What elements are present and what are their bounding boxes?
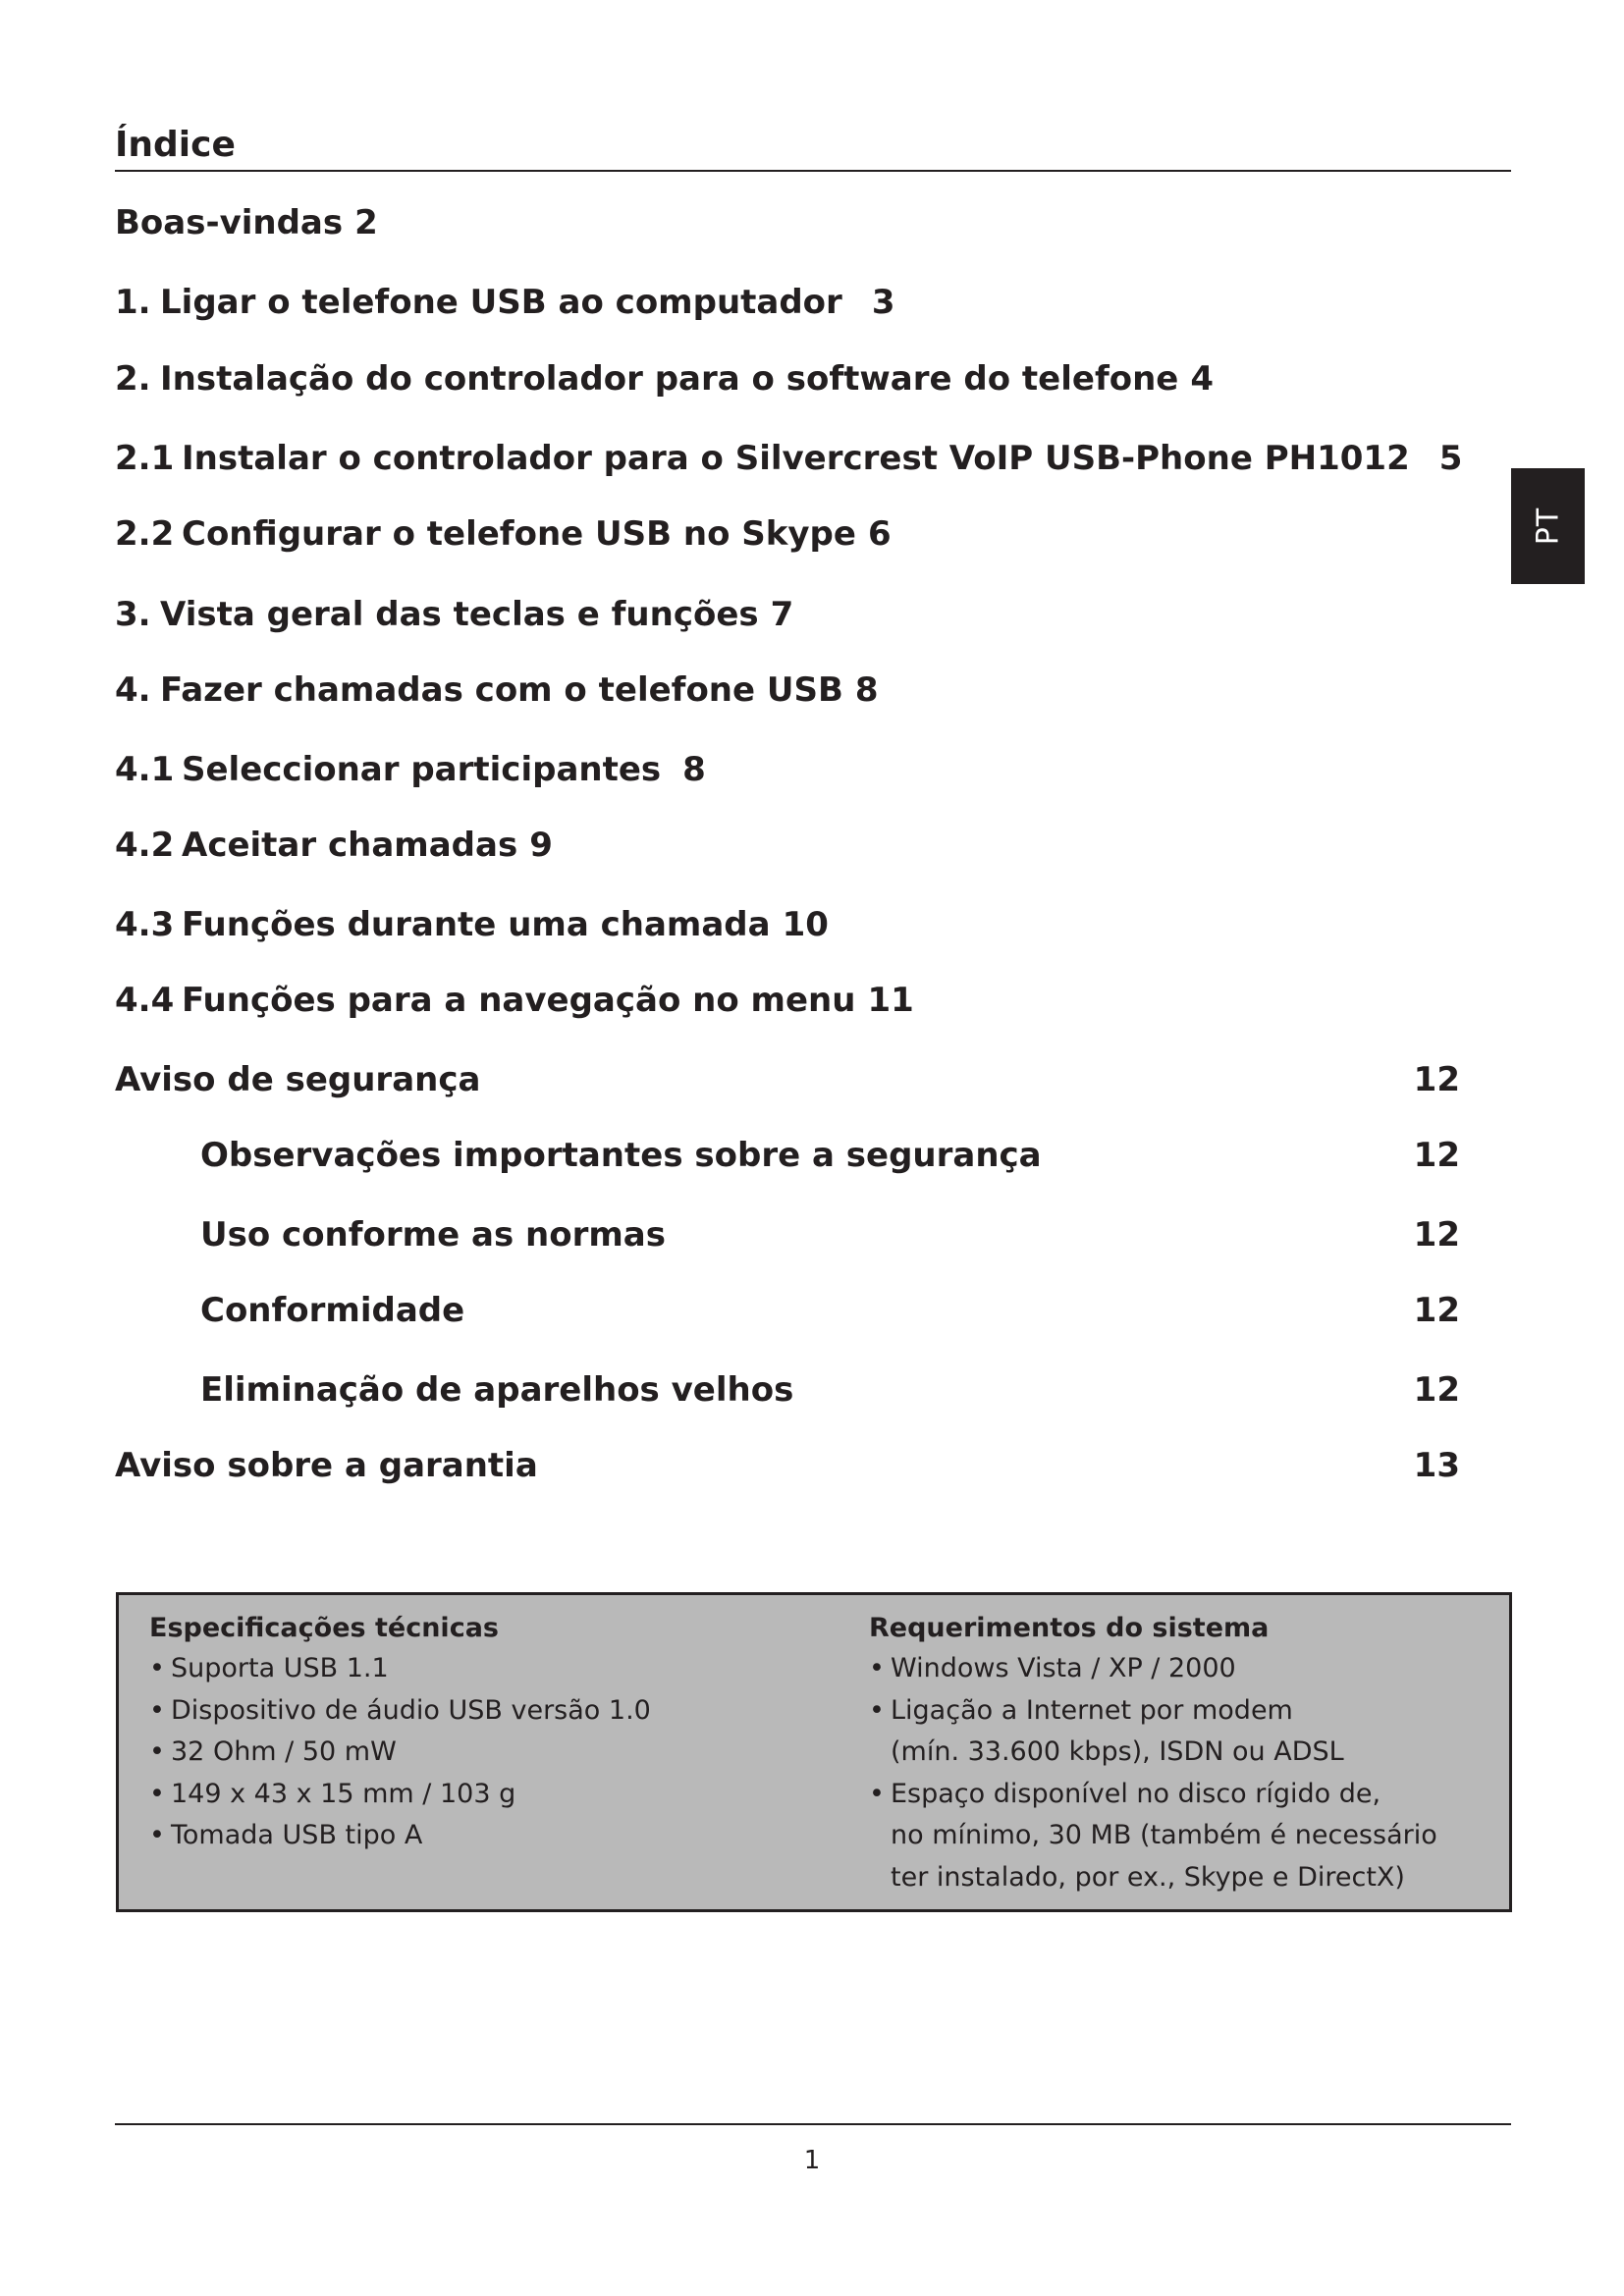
toc-entry xyxy=(115,978,914,1023)
toc-entry xyxy=(115,1443,1460,1488)
list-item-line: • Espaço disponível no disco rígido de, xyxy=(891,1778,1381,1809)
toc-entry-label: Aceitar chamadas xyxy=(182,826,518,865)
toc-entry xyxy=(115,667,879,713)
toc-entry-label: Funções para a navegação no menu xyxy=(182,981,856,1020)
toc-entry-page: 7 xyxy=(770,595,794,634)
footer-divider xyxy=(115,2123,1511,2125)
toc-entry-page: 4 xyxy=(1190,359,1215,399)
toc-entry-page: 12 xyxy=(1413,1060,1460,1099)
title-divider xyxy=(115,170,1511,172)
toc-entry-number: 2.2 xyxy=(115,514,175,554)
toc-entry xyxy=(115,200,378,245)
toc-entry-label: Conformidade xyxy=(200,1291,465,1330)
toc-entry-page: 12 xyxy=(1413,1215,1460,1255)
toc-entry-number: 2.1 xyxy=(115,439,175,478)
toc-entry-page: 2 xyxy=(354,203,378,242)
toc-entry xyxy=(115,747,706,792)
language-tab-label: PT xyxy=(1531,507,1565,546)
toc-entry xyxy=(115,436,1462,481)
toc-entry-label: Ligar o telefone USB ao computador xyxy=(160,283,842,322)
list-item: • Suporta USB 1.1 xyxy=(149,1648,651,1690)
toc-entry xyxy=(115,1057,1460,1102)
toc-entry-label: Seleccionar participantes xyxy=(182,750,662,789)
toc-entry-number: 4. xyxy=(115,670,151,710)
toc-entry-label: Observações importantes sobre a segurança xyxy=(200,1136,1042,1175)
toc-entry-number: 4.3 xyxy=(115,905,175,944)
toc-entry xyxy=(115,902,829,947)
toc-subentry xyxy=(200,1133,1460,1178)
list-item xyxy=(869,1774,1437,1899)
specifications-box xyxy=(116,1592,1512,1912)
toc-entry xyxy=(115,356,1214,401)
language-tab xyxy=(1511,468,1585,584)
page-number: 1 xyxy=(803,2146,821,2175)
toc-entry-page: 5 xyxy=(1438,439,1463,478)
toc-entry-label: Uso conforme as normas xyxy=(200,1215,666,1255)
toc-entry-label: Instalação do controlador para o software do telefone xyxy=(160,359,1179,399)
list-item: • Tomada USB tipo A xyxy=(149,1815,651,1857)
toc-entry-page: 3 xyxy=(871,283,895,322)
toc-entry xyxy=(115,280,894,325)
toc-subentry xyxy=(200,1212,1460,1257)
toc-entry-label: Boas-vindas xyxy=(115,203,344,242)
technical-specs-list xyxy=(149,1648,651,1857)
toc-entry-label: Aviso sobre a garantia xyxy=(115,1446,538,1485)
list-item: • Dispositivo de áudio USB versão 1.0 xyxy=(149,1690,651,1733)
list-item xyxy=(869,1648,1437,1690)
toc-entry-label: Aviso de segurança xyxy=(115,1060,481,1099)
technical-specs-column xyxy=(149,1609,651,1857)
toc-entry-page: 10 xyxy=(782,905,829,944)
technical-specs-heading: Especificações técnicas xyxy=(149,1613,499,1643)
toc-entry-label: Funções durante uma chamada xyxy=(182,905,771,944)
list-item-line: • Ligação a Internet por modem xyxy=(891,1694,1293,1726)
system-requirements-column xyxy=(869,1609,1437,1898)
toc-entry-number: 1. xyxy=(115,283,151,322)
toc-entry-label: Fazer chamadas com o telefone USB xyxy=(160,670,843,710)
toc-entry-page: 8 xyxy=(854,670,879,710)
toc-entry-number: 4.1 xyxy=(115,750,175,789)
list-item: • 32 Ohm / 50 mW xyxy=(149,1732,651,1774)
toc-entry-page: 12 xyxy=(1413,1136,1460,1175)
page-title: Índice xyxy=(115,125,236,165)
list-item-line: (mín. 33.600 kbps), ISDN ou ADSL xyxy=(891,1736,1344,1767)
toc-entry xyxy=(115,511,892,557)
toc-entry xyxy=(115,592,793,637)
toc-entry-label: Configurar o telefone USB no Skype xyxy=(182,514,856,554)
toc-entry-page: 11 xyxy=(867,981,914,1020)
toc-entry-page: 9 xyxy=(529,826,553,865)
toc-entry-page: 12 xyxy=(1413,1370,1460,1410)
list-item xyxy=(869,1690,1437,1774)
system-requirements-heading: Requerimentos do sistema xyxy=(869,1613,1270,1643)
system-requirements-list xyxy=(869,1648,1437,1898)
toc-entry-page: 12 xyxy=(1413,1291,1460,1330)
toc-entry-label: Eliminação de aparelhos velhos xyxy=(200,1370,794,1410)
toc-entry-page: 8 xyxy=(682,750,706,789)
toc-entry-number: 4.2 xyxy=(115,826,175,865)
toc-entry-label: Instalar o controlador para o Silvercrest VoIP USB-Phone PH1012 xyxy=(182,439,1410,478)
toc-entry xyxy=(115,823,553,868)
toc-subentry xyxy=(200,1288,1460,1333)
list-item: • 149 x 43 x 15 mm / 103 g xyxy=(149,1774,651,1816)
list-item-line: no mínimo, 30 MB (também é necessário xyxy=(891,1820,1437,1850)
toc-entry-page: 6 xyxy=(867,514,892,554)
toc-entry-label: Vista geral das teclas e funções xyxy=(160,595,759,634)
toc-entry-number: 2. xyxy=(115,359,151,399)
toc-entry-number: 4.4 xyxy=(115,981,175,1020)
toc-entry-number: 3. xyxy=(115,595,151,634)
list-item-line: ter instalado, por ex., Skype e DirectX) xyxy=(891,1861,1405,1893)
toc-subentry xyxy=(200,1367,1460,1413)
toc-entry-page: 13 xyxy=(1413,1446,1460,1485)
list-item-line: • Windows Vista / XP / 2000 xyxy=(891,1653,1236,1683)
